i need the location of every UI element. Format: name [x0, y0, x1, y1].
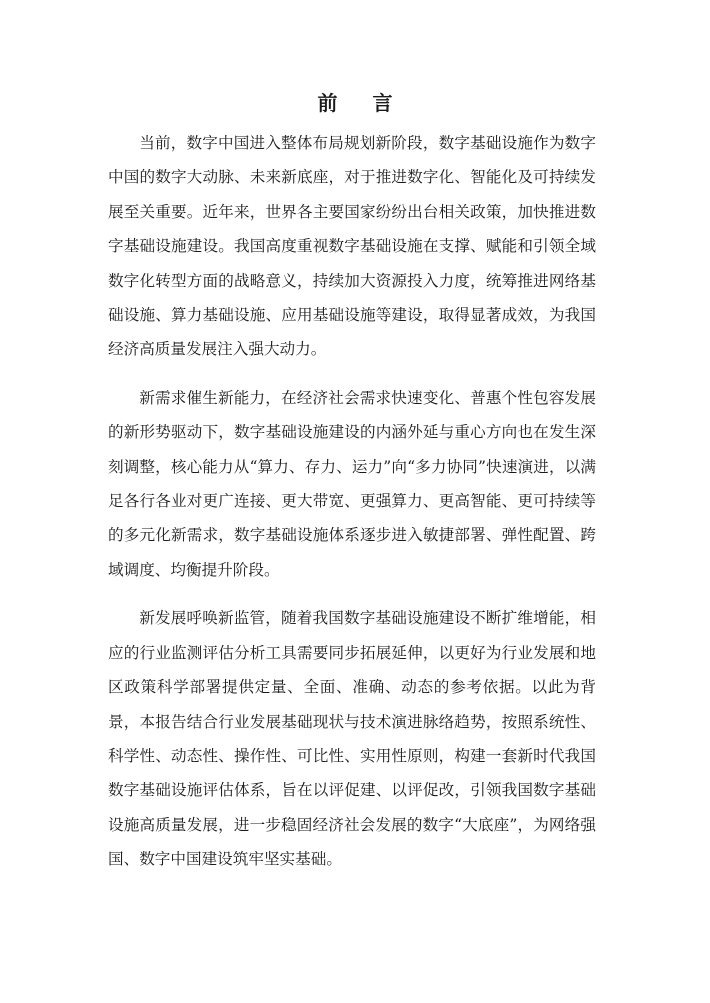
document-body [108, 126, 596, 891]
page-title: 前 言 [317, 91, 407, 115]
paragraph-3: 新发展呼唤新监管，随着我国数字基础设施建设不断扩维增能，相应的行业监测评估分析工具需要同步拓展延伸，以更好为行业发展和地区政策科学部署提供定量、全面、准确、动态的参考依据。以此为背景，本报告结合行业发展基础现状与技术演进脉络趋势，按照系统性、科学性、动态性、操作性、可比性、实用性原则，构建一套新时代我国数字基础设施评估体系，旨在以评促建、以评促改，引领我国数字基础设施高质量发展，进一步稳固经济社会发展的数字“大底座”，为网络强国、数字中国建设筑牢坚实基础。 [108, 609, 596, 869]
paragraph-2: 新需求催生新能力，在经济社会需求快速变化、普惠个性包容发展的新形势驱动下，数字基础设施建设的内涵外延与重心方向也在发生深刻调整，核心能力从“算力、存力、运力”向“多力协同”快速演进，以满足各行各业对更广连接、更大带宽、更强算力、更高智能、更可持续等的多元化新需求，数字基础设施体系逐步进入敏捷部署、弹性配置、跨域调度、均衡提升阶段。 [108, 388, 596, 579]
paragraph-1: 当前，数字中国进入整体布局规划新阶段，数字基础设施作为数字中国的数字大动脉、未来新底座，对于推进数字化、智能化及可持续发展至关重要。近年来，世界各主要国家纷纷出台相关政策，加快推进数字基础设施建设。我国高度重视数字基础设施在支撑、赋能和引领全域数字化转型方面的战略意义，持续加大资源投入力度，统筹推进网络基础设施、算力基础设施、应用基础设施等建设，取得显著成效，为我国经济高质量发展注入强大动力。 [108, 134, 596, 359]
